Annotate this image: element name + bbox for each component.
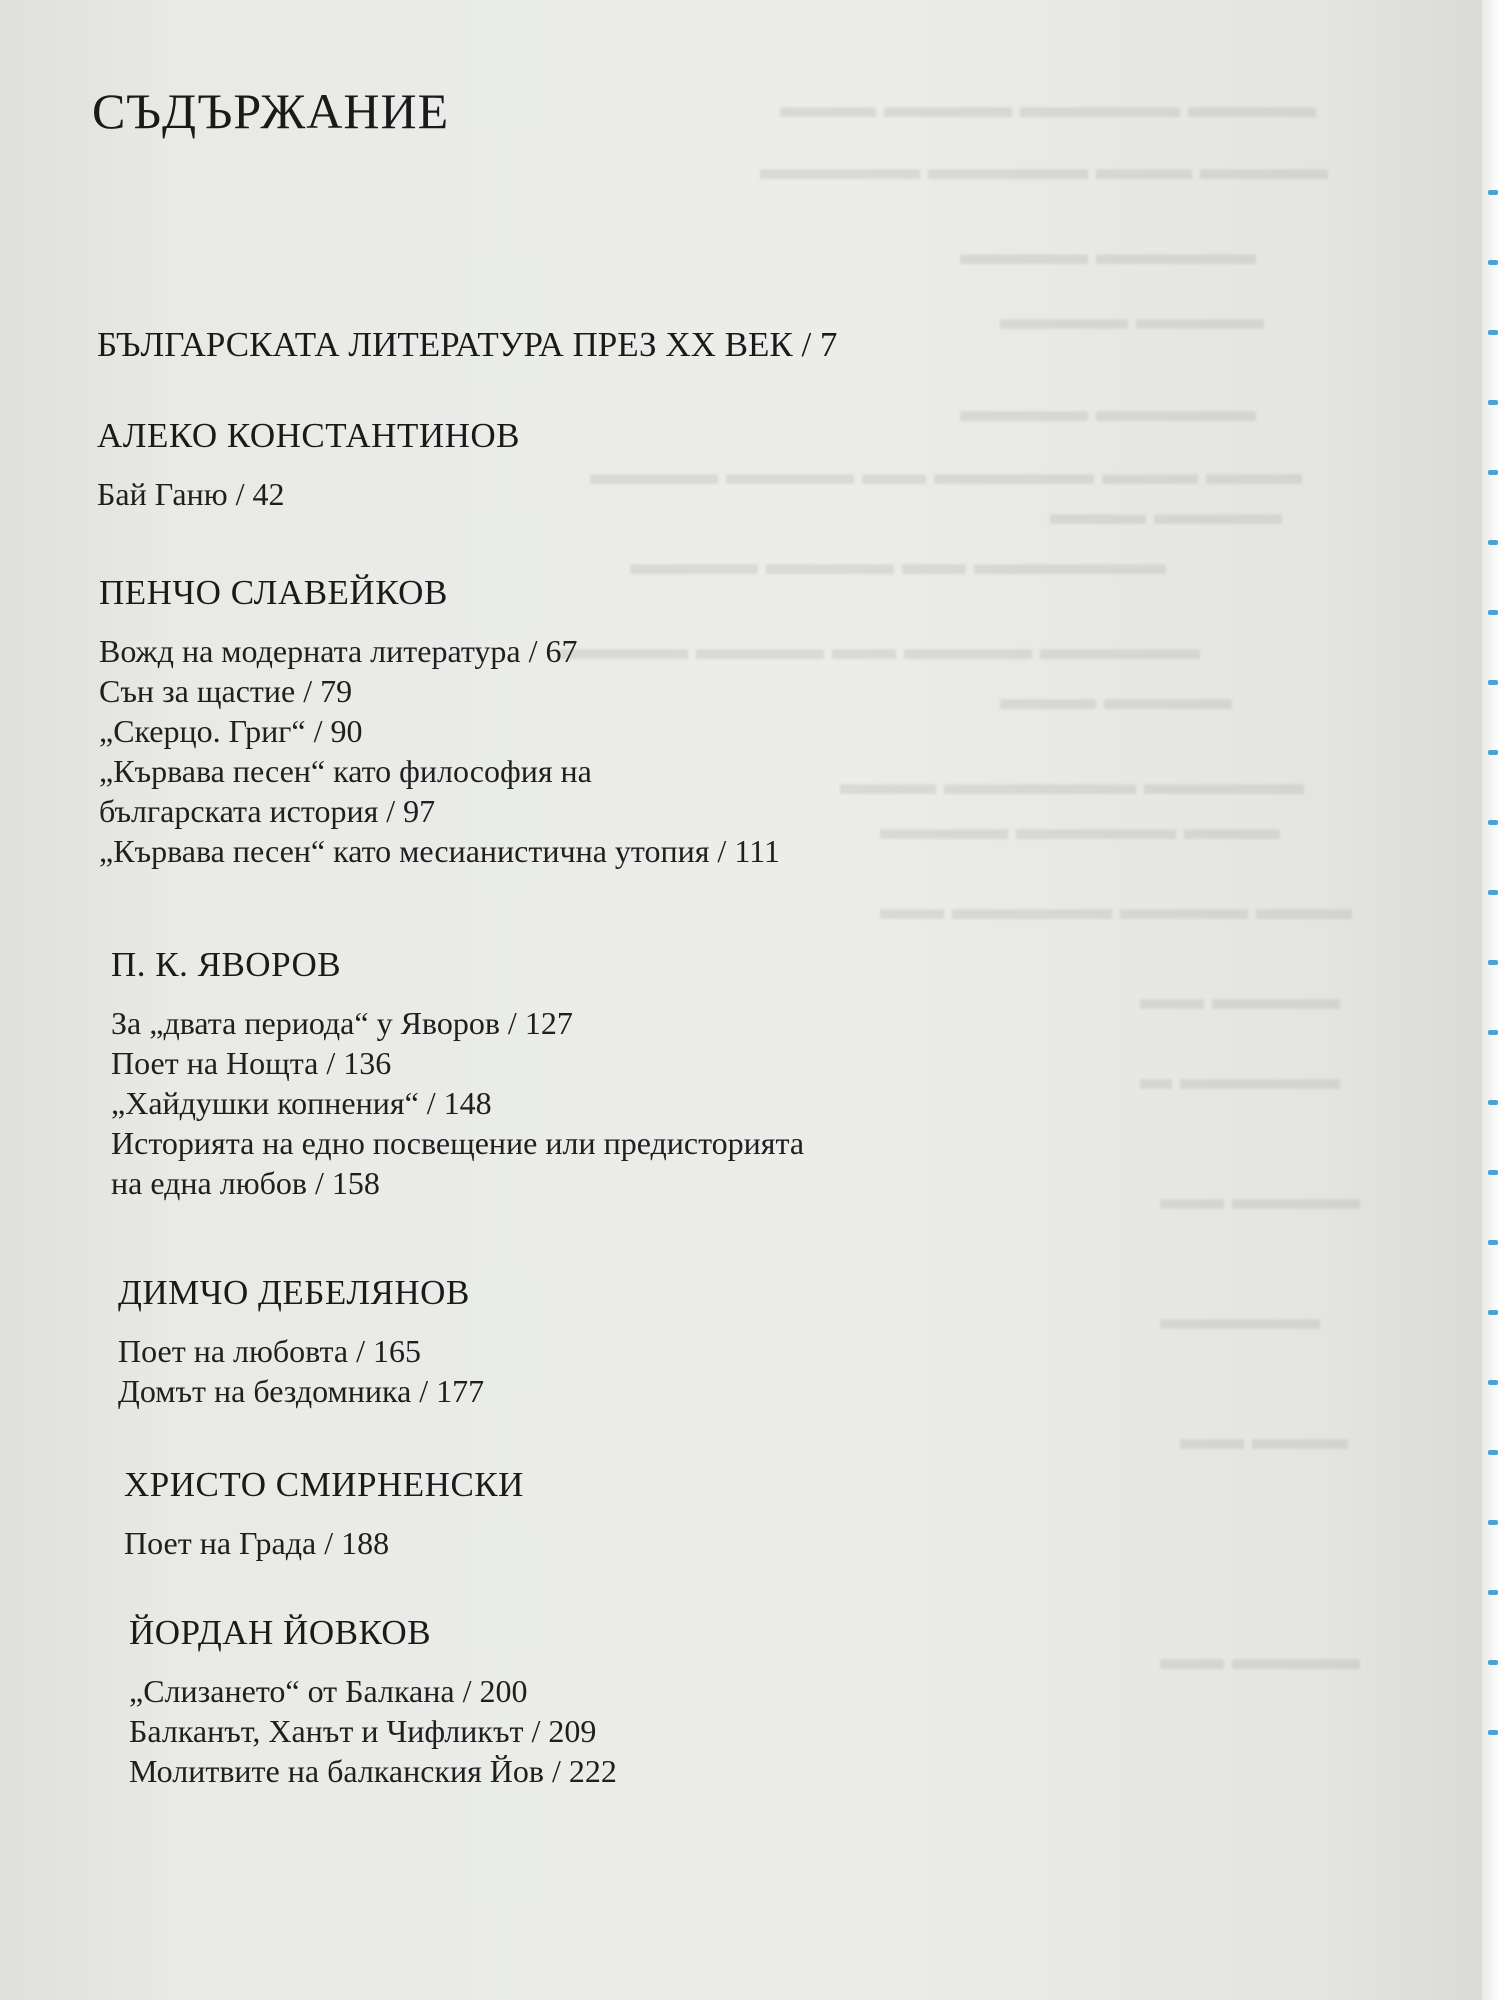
toc-entry: Молитвите на балканския Йов / 222 <box>129 1753 617 1789</box>
toc-entry: Сън за щастие / 79 <box>99 673 353 709</box>
page-title: СЪДЪРЖАНИЕ <box>92 83 450 139</box>
toc-entry: „Кървава песен“ като месианистична утопия / 111 <box>99 833 780 869</box>
show-through-line: ▬▬▬ ▬▬▬▬ ▬▬▬▬▬ ▬▬ <box>880 890 1352 926</box>
author-block-slaveykov <box>99 573 780 871</box>
show-through-line: ▬▬▬▬ ▬▬▬ ▬▬▬▬▬ ▬▬▬▬▬ <box>760 150 1328 186</box>
entry-list <box>111 1003 804 1203</box>
author-block-debelyanov <box>118 1273 484 1411</box>
toc-entry: „Слизането“ от Балкана / 200 <box>129 1673 528 1709</box>
author-block-konstantinov <box>97 416 520 514</box>
entry-list <box>99 631 780 871</box>
toc-entry: Домът на бездомника / 177 <box>118 1373 485 1409</box>
show-through-line: ▬▬▬▬▬ ▬▬▬▬ <box>960 235 1256 271</box>
show-through-line: ▬▬▬▬▬ ▬▬▬▬ ▬▬ ▬▬▬▬ ▬▬▬▬ <box>560 630 1200 666</box>
toc-entry: За „двата периода“ у Яворов / 127 <box>111 1005 573 1041</box>
toc-entry: „Хайдушки копнения“ / 148 <box>111 1085 492 1121</box>
entry-list <box>124 1523 524 1563</box>
show-through-line: ▬▬▬▬ ▬▬▬▬▬ ▬▬▬▬ ▬▬▬ <box>780 88 1316 124</box>
show-through-line: ▬▬▬▬▬ ▬▬▬▬▬▬ ▬▬▬ <box>840 765 1304 801</box>
show-through-line: ▬▬▬ ▬▬▬ ▬▬▬▬▬ ▬▬ ▬▬▬▬ ▬▬▬▬ <box>590 455 1302 491</box>
show-through-line: ▬▬▬ ▬▬ <box>1180 1420 1348 1456</box>
author-block-smirnenski <box>124 1465 524 1563</box>
toc-entry: Поет на Нощта / 136 <box>111 1045 392 1081</box>
author-block-yovkov <box>129 1613 617 1791</box>
author-name: ЙОРДАН ЙОВКОВ <box>129 1613 432 1652</box>
entry-list <box>97 474 520 514</box>
show-through-line: ▬▬▬▬ ▬▬ <box>1160 1640 1360 1676</box>
toc-entry: Балканът, Ханът и Чифликът / 209 <box>129 1713 597 1749</box>
show-through-line: ▬▬▬▬▬▬ ▬▬ ▬▬▬▬ ▬▬▬▬ <box>630 545 1166 581</box>
show-through-line: ▬▬▬▬ ▬▬ <box>1140 980 1340 1016</box>
toc-entry: Вожд на модерната литература / 67 <box>99 633 578 669</box>
toc-entry: Бай Ганю / 42 <box>97 476 285 512</box>
author-name: ДИМЧО ДЕБЕЛЯНОВ <box>118 1273 470 1312</box>
toc-entry: българската история / 97 <box>99 793 436 829</box>
show-through-line: ▬▬▬▬ ▬▬▬ <box>1050 495 1282 531</box>
author-name: АЛЕКО КОНСТАНТИНОВ <box>97 416 521 455</box>
section-heading: БЪЛГАРСКАТА ЛИТЕРАТУРА ПРЕЗ XX ВЕК / 7 <box>97 325 838 364</box>
show-through-line: ▬▬▬ ▬▬▬▬▬ ▬▬▬▬ <box>880 810 1280 846</box>
toc-entry: Поет на Града / 188 <box>124 1525 390 1561</box>
author-block-yavorov <box>111 945 804 1203</box>
show-through-line: ▬▬▬▬▬ ▬ <box>1140 1060 1340 1096</box>
show-through-line: ▬▬▬▬ ▬▬▬ <box>1000 680 1232 716</box>
author-name: П. К. ЯВОРОВ <box>111 945 342 984</box>
show-through-line: ▬▬▬▬ ▬▬▬▬ <box>1000 300 1264 336</box>
author-name: ПЕНЧО СЛАВЕЙКОВ <box>99 573 448 612</box>
show-through-line: ▬▬▬▬▬ <box>1160 1300 1320 1336</box>
entry-list <box>129 1671 617 1791</box>
toc-entry: „Скерцо. Григ“ / 90 <box>99 713 363 749</box>
entry-list <box>118 1331 484 1411</box>
toc-entry: на една любов / 158 <box>111 1165 380 1201</box>
show-through-line: ▬▬▬▬▬ ▬▬▬▬ <box>960 392 1256 428</box>
author-name: ХРИСТО СМИРНЕНСКИ <box>124 1465 524 1504</box>
toc-entry: „Кървава песен“ като философия на <box>99 753 592 789</box>
toc-entry: Историята на едно посвещение или предисторията <box>111 1125 805 1161</box>
toc-entry: Поет на любовта / 165 <box>118 1333 421 1369</box>
show-through-line: ▬▬▬▬ ▬▬ <box>1160 1180 1360 1216</box>
